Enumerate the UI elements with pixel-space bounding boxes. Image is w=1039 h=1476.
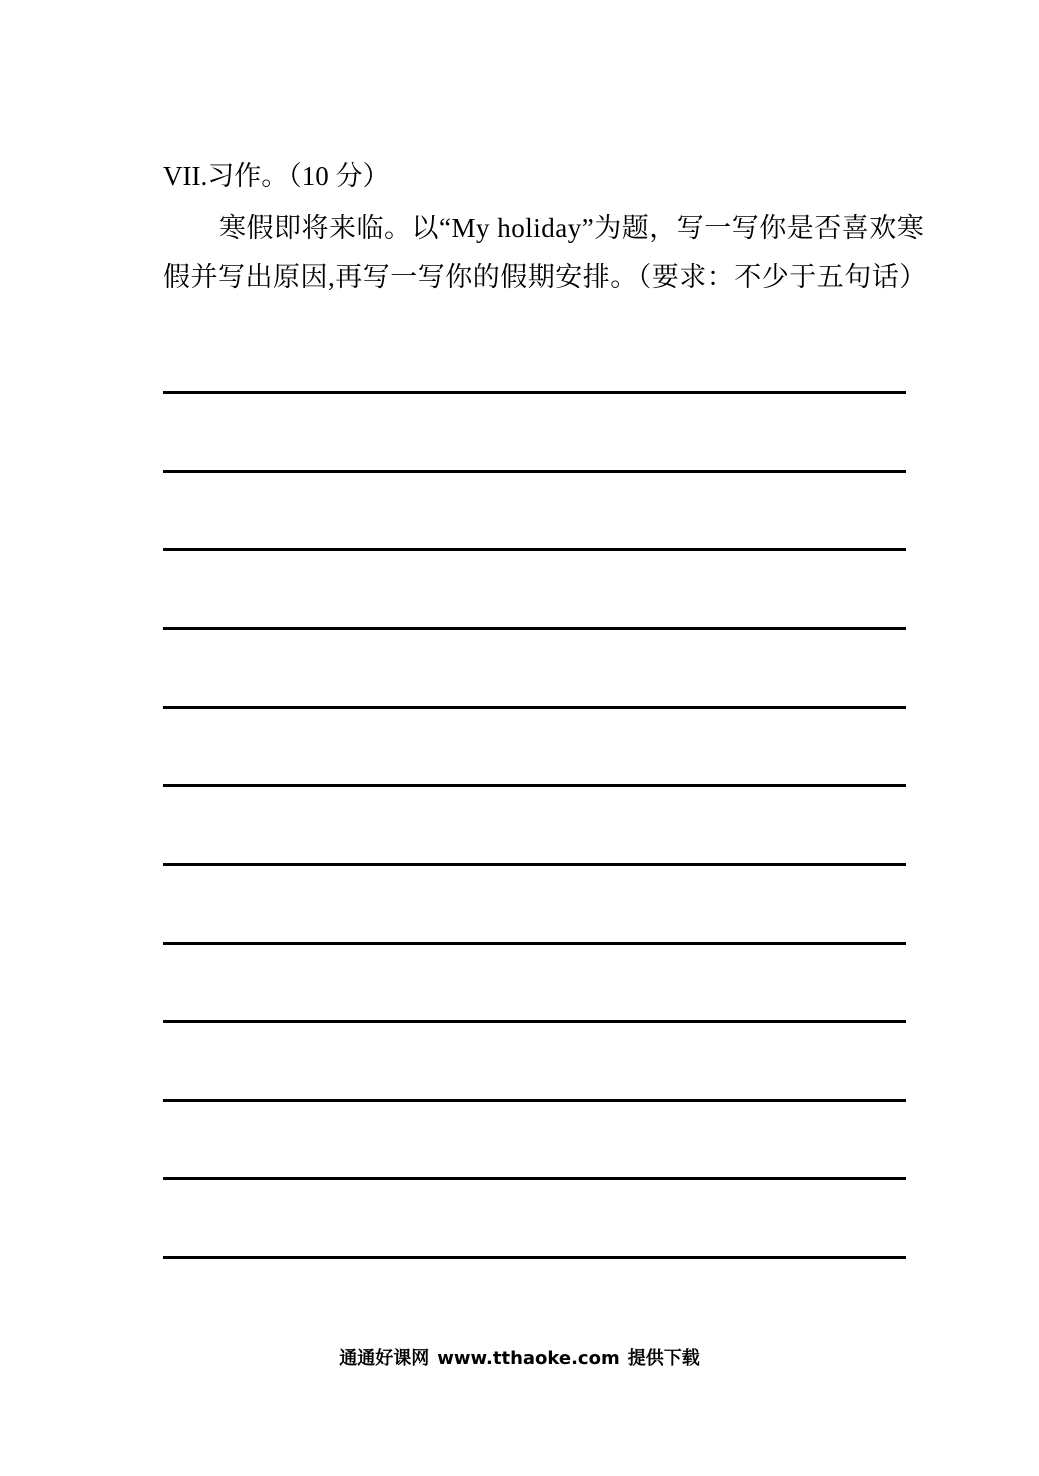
- answer-line[interactable]: [163, 470, 906, 473]
- footer-suffix: 提供下载: [627, 1348, 700, 1369]
- footer-url[interactable]: www.tthaoke.com: [437, 1348, 620, 1369]
- answer-line[interactable]: [163, 391, 906, 394]
- answer-line[interactable]: [163, 627, 906, 630]
- answer-line[interactable]: [163, 863, 906, 866]
- answer-line[interactable]: [163, 706, 906, 709]
- section-points: （10 分）: [288, 161, 390, 191]
- answer-line[interactable]: [163, 548, 906, 551]
- footer-site-name: 通通好课网: [339, 1348, 430, 1369]
- answer-line[interactable]: [163, 1256, 906, 1259]
- answer-line[interactable]: [163, 1020, 906, 1023]
- section-title: 习作。: [207, 161, 289, 191]
- page-footer: [0, 1346, 1039, 1372]
- section-number: VII.: [163, 161, 208, 191]
- answer-line[interactable]: [163, 942, 906, 945]
- answer-line[interactable]: [163, 1177, 906, 1180]
- answer-line[interactable]: [163, 784, 906, 787]
- answer-lines: [163, 391, 906, 1271]
- writing-prompt: 寒假即将来临。以“My holiday”为题，写一写你是否喜欢寒假并写出原因,再写一写你的假期安排。（要求：不少于五句话）: [163, 213, 927, 292]
- answer-line[interactable]: [163, 1099, 906, 1102]
- section-heading: [163, 156, 389, 196]
